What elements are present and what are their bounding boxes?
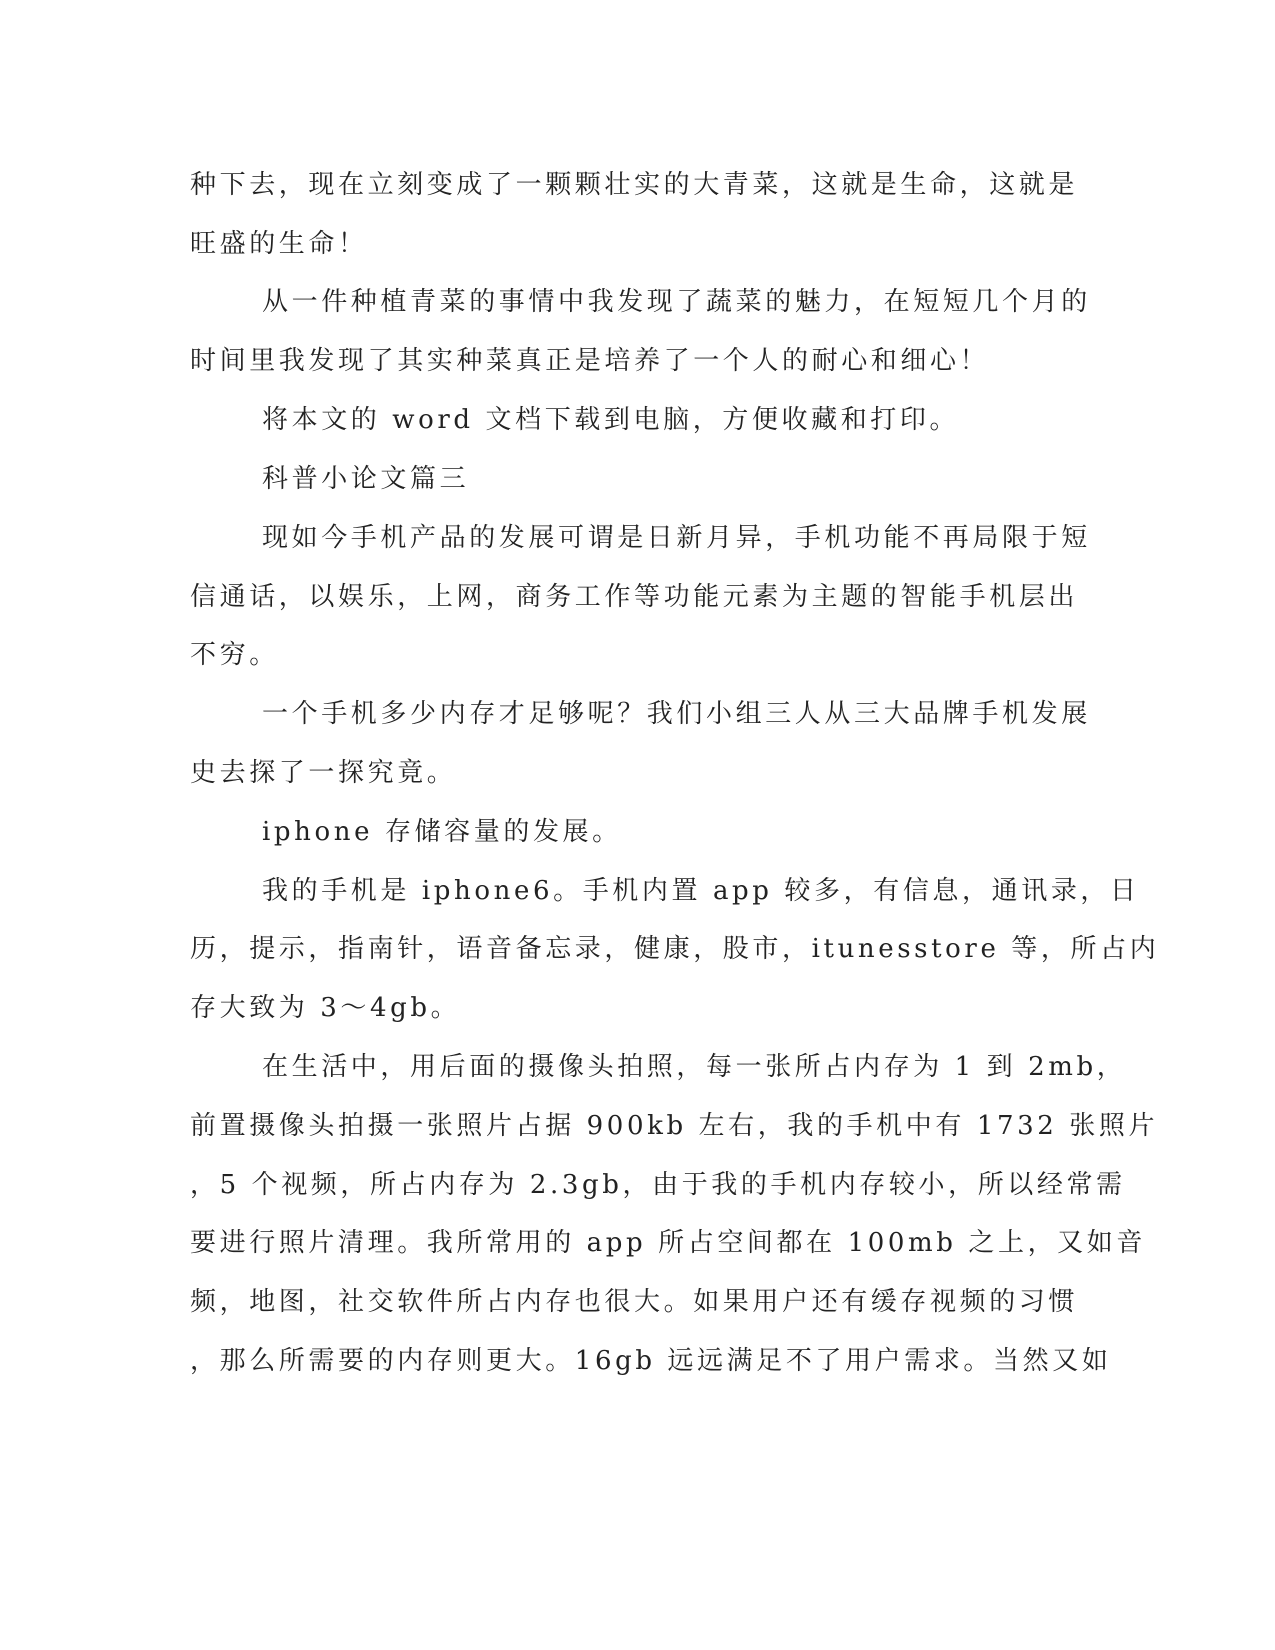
section-heading: 科普小论文篇三 — [262, 464, 470, 494]
paragraph-line: 旺盛的生命！ — [190, 229, 368, 259]
paragraph-line: iphone 存储容量的发展。 — [262, 817, 622, 847]
paragraph-line: ，5 个视频，所占内存为 2.3gb，由于我的手机内存较小，所以经常需 — [190, 1170, 1126, 1200]
paragraph-line: 将本文的 word 文档下载到电脑，方便收藏和打印。 — [262, 405, 960, 435]
paragraph-line: 信通话，以娱乐，上网，商务工作等功能元素为主题的智能手机层出 — [190, 582, 1079, 612]
paragraph-line: 从一件种植青菜的事情中我发现了蔬菜的魅力，在短短几个月的 — [262, 287, 1091, 317]
paragraph-line: 前置摄像头拍摄一张照片占据 900kb 左右，我的手机中有 1732 张照片 — [190, 1111, 1159, 1141]
paragraph-line: 存大致为 3～4gb。 — [190, 993, 461, 1023]
paragraph-line: 历，提示，指南针，语音备忘录，健康，股市，itunesstore 等，所占内 — [190, 934, 1160, 964]
paragraph-line: 频，地图，社交软件所占内存也很大。如果用户还有缓存视频的习惯 — [190, 1287, 1079, 1317]
paragraph-line: 史去探了一探究竟。 — [190, 758, 457, 788]
paragraph-line: 现如今手机产品的发展可谓是日新月异，手机功能不再局限于短 — [262, 523, 1091, 553]
paragraph-line: ，那么所需要的内存则更大。16gb 远远满足不了用户需求。当然又如 — [190, 1346, 1112, 1376]
paragraph-line: 时间里我发现了其实种菜真正是培养了一个人的耐心和细心！ — [190, 346, 990, 376]
paragraph-line: 不穷。 — [190, 640, 279, 670]
paragraph-line: 我的手机是 iphone6。手机内置 app 较多，有信息，通讯录，日 — [262, 876, 1140, 906]
paragraph-line: 一个手机多少内存才足够呢？我们小组三人从三大品牌手机发展 — [262, 699, 1091, 729]
paragraph-line: 种下去，现在立刻变成了一颗颗壮实的大青菜，这就是生命，这就是 — [190, 170, 1079, 200]
paragraph-line: 要进行照片清理。我所常用的 app 所占空间都在 100mb 之上，又如音 — [190, 1228, 1146, 1258]
paragraph-line: 在生活中，用后面的摄像头拍照，每一张所占内存为 1 到 2mb， — [262, 1052, 1127, 1082]
